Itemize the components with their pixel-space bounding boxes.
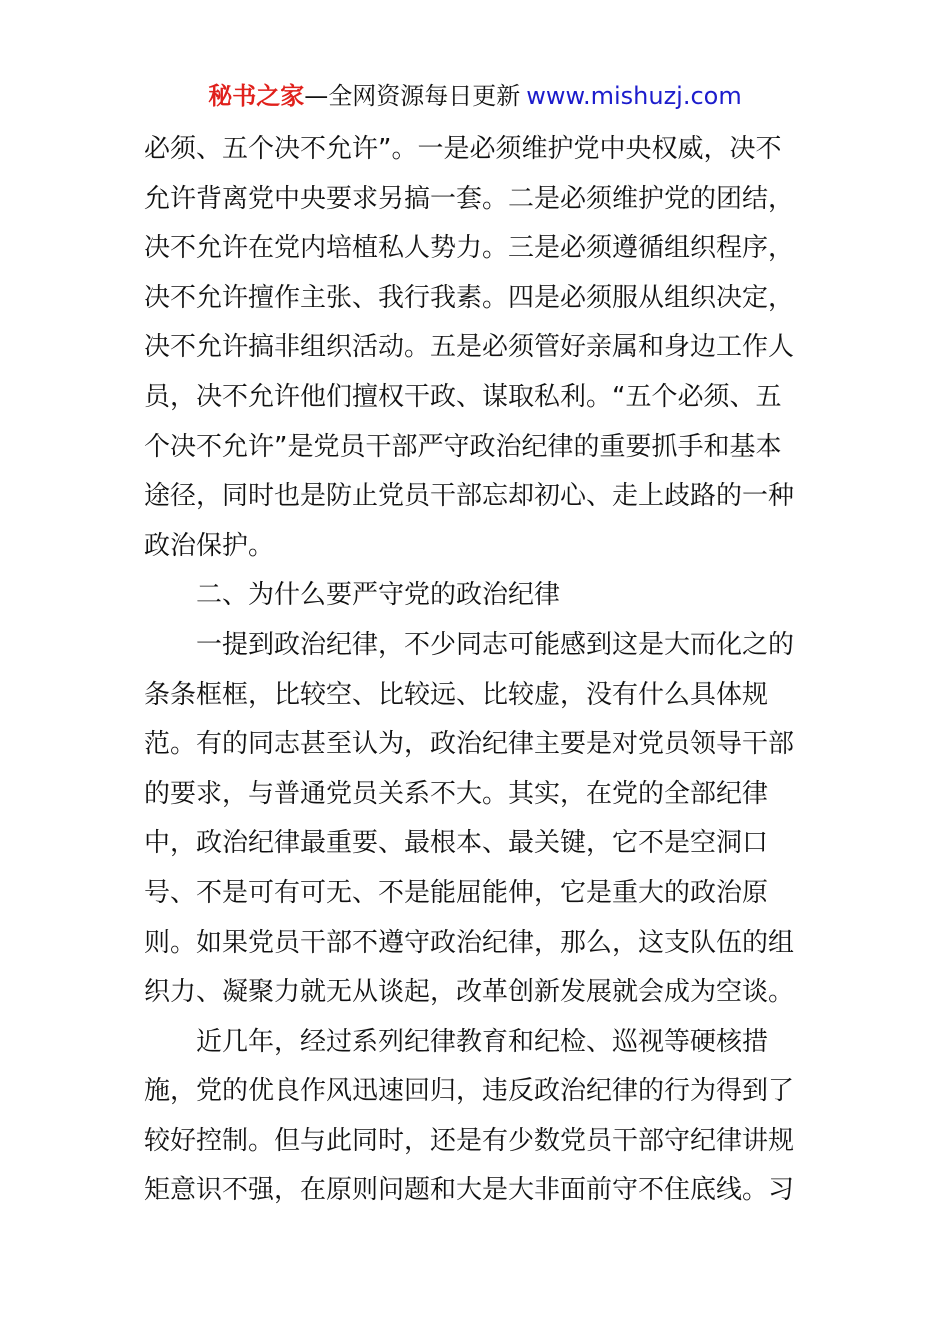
paragraph-start-line: 一提到政治纪律，不少同志可能感到这是大而化之的 [196, 629, 795, 660]
text-line: 的要求，与普通党员关系不大。其实，在党的全部纪律 [144, 778, 769, 809]
text-line: 个决不允许”是党员干部严守政治纪律的重要抓手和基本 [144, 431, 782, 462]
text-line: 途径，同时也是防止党员干部忘却初心、走上歧路的一种 [144, 481, 795, 512]
text-line: 矩意识不强，在原则问题和大是大非面前守不住底线。习 [144, 1175, 795, 1206]
text-line: 中，政治纪律最重要、最根本、最关键，它不是空洞口 [144, 828, 769, 859]
text-line: 决不允许搞非组织活动。五是必须管好亲属和身边工作人 [144, 332, 795, 363]
site-brand: 秘书之家 [208, 82, 305, 110]
text-line: 决不允许在党内培植私人势力。三是必须遵循组织程序， [144, 233, 795, 264]
text-line: 织力、凝聚力就无从谈起，改革创新发展就会成为空谈。 [144, 977, 795, 1008]
text-line: 号、不是可有可无、不是能屈能伸，它是重大的政治原 [144, 877, 769, 908]
text-line: 较好控制。但与此同时，还是有少数党员干部守纪律讲规 [144, 1125, 795, 1156]
text-line: 必须、五个决不允许”。一是必须维护党中央权威，决不 [144, 134, 782, 164]
text-line: 政治保护。 [144, 530, 275, 561]
section-heading: 二、为什么要严守党的政治纪律 [196, 580, 561, 611]
text-line: 则。如果党员干部不遵守政治纪律，那么，这支队伍的组 [144, 927, 795, 958]
text-line: 决不允许擅作主张、我行我素。四是必须服从组织决定， [144, 282, 795, 313]
document-body [144, 125, 812, 1216]
site-header [0, 80, 950, 112]
paragraph-start-line: 近几年，经过系列纪律教育和纪检、巡视等硬核措 [196, 1026, 769, 1057]
text-line: 条条框框，比较空、比较远、比较虚，没有什么具体规 [144, 679, 769, 710]
text-line: 允许背离党中央要求另搞一套。二是必须维护党的团结， [144, 183, 795, 214]
site-tagline: —全网资源每日更新 [304, 82, 521, 110]
text-line: 范。有的同志甚至认为，政治纪律主要是对党员领导干部 [144, 729, 795, 760]
text-line: 施，党的优良作风迅速回归，违反政治纪律的行为得到了 [144, 1076, 795, 1107]
text-line: 员，决不允许他们擅权干政、谋取私利。“五个必须、五 [144, 381, 782, 412]
site-url-link[interactable]: www.mishuzj.com [526, 82, 742, 110]
